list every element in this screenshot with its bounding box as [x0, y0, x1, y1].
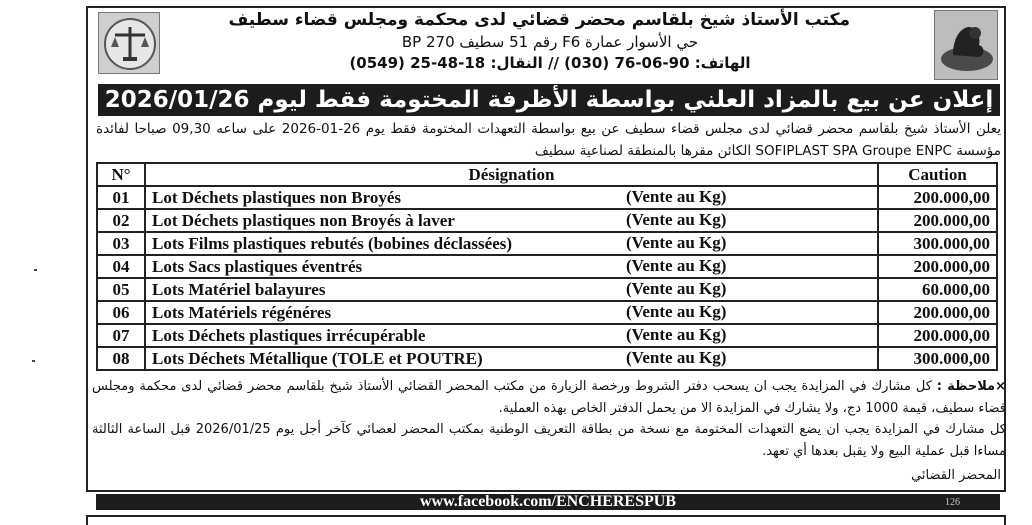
row-number: 07: [97, 324, 145, 347]
row-caution: 200.000,00: [878, 255, 997, 278]
lot-name: Lots Sacs plastiques éventrés: [152, 256, 363, 276]
sale-mode: (Vente au Kg): [626, 302, 727, 321]
row-caution: 200.000,00: [878, 209, 997, 232]
sale-mode: (Vente au Kg): [626, 210, 727, 229]
lots-table: [96, 162, 998, 371]
row-number: 04: [97, 255, 145, 278]
footer-page-number: 126: [945, 497, 960, 508]
footer-bar: [96, 494, 1000, 510]
row-caution: 60.000,00: [878, 278, 997, 301]
row-designation: [145, 209, 878, 232]
sale-mode: (Vente au Kg): [626, 187, 727, 206]
row-designation: [145, 186, 878, 209]
scan-speck: [32, 360, 35, 362]
scan-speck: [34, 269, 37, 271]
row-designation: [145, 278, 878, 301]
table-row: [97, 255, 997, 278]
row-designation: [145, 347, 878, 370]
sale-mode: (Vente au Kg): [626, 348, 727, 367]
announcement-intro: يعلن الأستاذ شيخ بلقاسم محضر قضائي لدى مجلس قضاء سطيف عن بيع بواسطة التعهدات المختومة فقط يوم 26-01-2026 على ساعه 09,30 صباحا لفائدة مؤسسة SOFIPLAST SPA Groupe ENPC الكائن مقرها بالمنطقة لصناعية سطيف: [96, 121, 1001, 159]
header-number: N°: [97, 163, 145, 186]
notes-section: [92, 376, 1006, 462]
next-ad-border: [86, 515, 1006, 525]
row-caution: 200.000,00: [878, 301, 997, 324]
table-header-row: [97, 163, 997, 186]
header-caution: Caution: [878, 163, 997, 186]
sale-mode: (Vente au Kg): [626, 325, 727, 344]
sale-mode: (Vente au Kg): [626, 279, 727, 298]
row-number: 03: [97, 232, 145, 255]
sale-mode: (Vente au Kg): [626, 233, 727, 252]
row-caution: 300.000,00: [878, 232, 997, 255]
row-caution: 200.000,00: [878, 324, 997, 347]
row-designation: [145, 255, 878, 278]
header-designation: Désignation: [145, 163, 878, 186]
lot-name: Lots Déchets plastiques irrécupérable: [152, 325, 426, 345]
row-caution: 200.000,00: [878, 186, 997, 209]
row-number: 08: [97, 347, 145, 370]
office-address: حي الأسوار عمارة F6 رقم 51 سطيف BP 270: [401, 33, 699, 51]
lot-name: Lot Déchets plastiques non Broyés: [152, 187, 402, 207]
lot-name: Lots Matériels régénéres: [152, 302, 332, 322]
office-name: مكتب الأستاذ شيخ بلقاسم محضر قضائي لدى محكمة ومجلس قضاء سطيف: [228, 10, 850, 30]
lot-name: Lots Matériel balayures: [152, 279, 326, 299]
lot-name: Lot Déchets plastiques non Broyés à laver: [152, 210, 455, 230]
row-number: 01: [97, 186, 145, 209]
row-designation: [145, 301, 878, 324]
row-number: 06: [97, 301, 145, 324]
table-row: [97, 347, 997, 370]
bailiff-emblem: [934, 10, 998, 80]
row-caution: 300.000,00: [878, 347, 997, 370]
table-row: [97, 186, 997, 209]
row-number: 05: [97, 278, 145, 301]
sale-mode: (Vente au Kg): [626, 256, 727, 275]
lot-name: Lots Déchets Métallique (TOLE et POUTRE): [152, 348, 483, 368]
notes-paragraph-1: كل مشارك في المزايدة يجب ان يسحب دفتر الشروط ورخصة الزيارة من مكتب المحضر القضائي الأستاذ شيخ بلقاسم محضر قضائي لدى محكمة ومجلس قضاء سطيف، قيمة 1000 دج، ولا يشارك في المزايدة الا من يحمل الدفتر الخاص بهذه العملية.: [92, 379, 1006, 416]
auction-banner-title: إعلان عن بيع بالمزاد العلني بواسطة الأظرفة المختومة فقط ليوم 2026/01/26: [98, 84, 1000, 116]
table-row: [97, 324, 997, 347]
justice-scales-logo: [98, 12, 160, 74]
table-row: [97, 232, 997, 255]
notes-paragraph-2: كل مشارك في المزايدة يجب ان يضع التعهدات المختومة مع نسخة من بطاقة التعريف الوطنية بمكتب المحضر لعصائي كآخر أجل يوم 2026/01/25 قبل الساعة الثالثة مساءا قبل عملية البيع ولا يقبل بعدها أي تعهد.: [92, 422, 1006, 459]
table-row: [97, 278, 997, 301]
lot-name: Lots Films plastiques rebutés (bobines déclassées): [152, 233, 513, 253]
bailiff-signature: المحضر القضائي: [911, 468, 1001, 483]
row-designation: [145, 324, 878, 347]
row-number: 02: [97, 209, 145, 232]
footer-url: www.facebook.com/ENCHERESPUB: [419, 494, 676, 510]
row-designation: [145, 232, 878, 255]
office-phone: الهاتف: 90-06-76 (030) // النقال: 18-48-25 (0549): [349, 54, 751, 72]
table-row: [97, 209, 997, 232]
table-row: [97, 301, 997, 324]
notes-label: ×ملاحظة :: [936, 379, 1007, 394]
